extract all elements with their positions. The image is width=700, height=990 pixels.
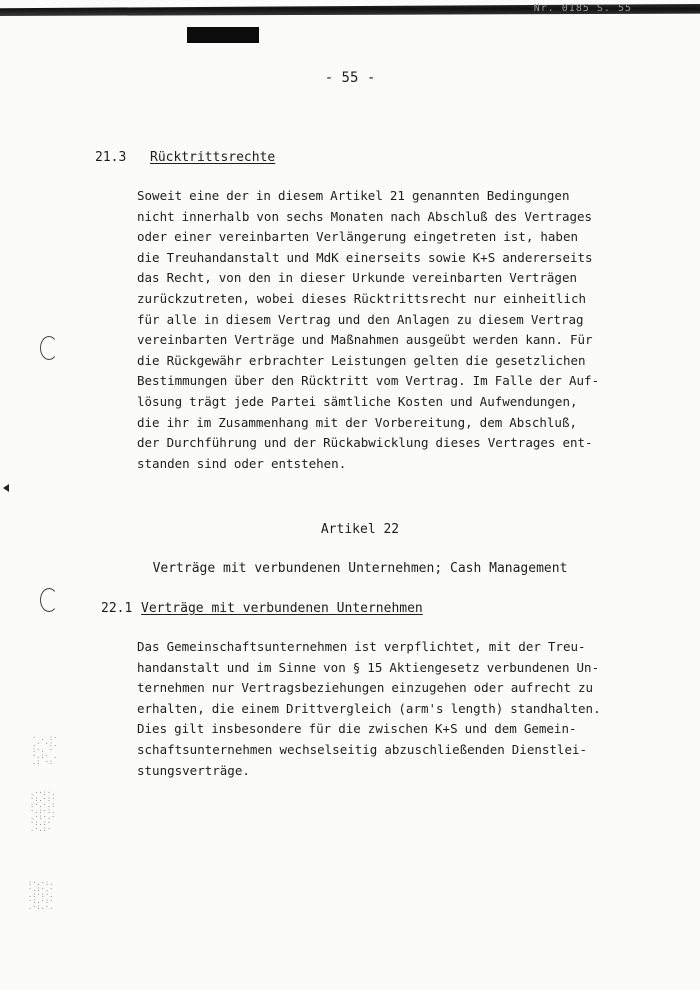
- paragraph-line: stungsverträge.: [137, 762, 250, 778]
- paragraph-line: lösung trägt jede Partei sämtliche Kosten und Aufwendungen,: [137, 393, 578, 409]
- paragraph-line: die Rückgewähr erbrachter Leistungen gelten die gesetzlichen: [137, 352, 586, 368]
- page-number: - 55 -: [324, 70, 376, 86]
- article-22-title: Artikel 22: [320, 522, 400, 537]
- paragraph-line: die Treuhandanstalt und MdK einerseits sowie K+S andererseits: [137, 249, 593, 265]
- paragraph-line: Dies gilt insbesondere für die zwischen K+S und dem Gemein-: [137, 721, 577, 737]
- paragraph-line: erhalten, die einem Drittvergleich (arm's length) standhalten.: [137, 700, 601, 716]
- article-22-subtitle: Verträge mit verbundenen Unternehmen; Cash Management: [152, 561, 568, 576]
- section-22-1-paragraph: [137, 637, 601, 781]
- paragraph-line: oder einer vereinbarten Verlängerung eingetreten ist, haben: [137, 229, 579, 245]
- punch-hole-mark: [40, 336, 58, 360]
- paragraph-line: das Recht, von den in dieser Urkunde vereinbarten Verträgen: [137, 270, 578, 286]
- scan-noise: · . :· .· ·:. :·. · ·.:· . .: ·:: [32, 734, 58, 766]
- section-21-3-heading: Rücktrittsrechte: [150, 150, 276, 165]
- paragraph-line: zurückzutreten, wobei dieses Rücktrittsrecht nur einheitlich: [137, 290, 587, 306]
- paragraph-line: schaftsunternehmen wechselseitig abzuschließenden Dienstlei-: [137, 741, 588, 757]
- paragraph-line: vereinbarten Verträge und Maßnahmen ausgeübt werden kann. Für: [137, 332, 593, 348]
- paragraph-line: die ihr im Zusammenhang mit der Vorbereitung, dem Abschluß,: [137, 414, 578, 430]
- paragraph-line: Bestimmungen über den Rücktritt vom Vertrag. Im Falle der Auf-: [137, 373, 600, 389]
- redaction-box: [187, 27, 259, 43]
- punch-hole-mark: [40, 588, 58, 612]
- section-21-3-number: 21.3: [95, 150, 127, 165]
- scan-noise: :·.·:. ·.:·.· .:·:·. ·:.·:· .·:.·.: [28, 879, 54, 911]
- paragraph-line: Soweit eine der in diesem Artikel 21 genannten Bedingungen: [137, 188, 570, 203]
- section-21-3-paragraph: [137, 186, 599, 474]
- paragraph-line: handanstalt und im Sinne von § 15 Aktiengesetz verbundenen Un-: [137, 659, 600, 675]
- paragraph-line: ternehmen nur Vertragsbeziehungen einzugehen oder aufrecht zu: [137, 680, 594, 696]
- top-stamp: Nr. 0185 S. 55: [533, 3, 632, 14]
- paragraph-line: der Durchführung und der Rückabwicklung dieses Vertrages ent-: [137, 435, 593, 451]
- section-22-1-heading: Verträge mit verbundenen Unternehmen: [141, 601, 423, 616]
- section-22-1-number: 22.1: [101, 601, 133, 616]
- paragraph-line: standen sind oder entstehen.: [137, 455, 347, 471]
- margin-arrow-icon: [3, 484, 9, 492]
- paragraph-line: nicht innerhalb von sechs Monaten nach Abschluß des Vertrages: [137, 208, 593, 224]
- paragraph-line: Das Gemeinschaftsunternehmen ist verpflichtet, mit der Treu-: [137, 639, 586, 654]
- scan-noise: .··:·. ·:.·:· :·.·.: ·.:·:. .·:·.· ·:.:· .·.:·: [30, 789, 56, 833]
- paragraph-line: für alle in diesem Vertrag und den Anlagen zu diesem Vertrag: [137, 311, 584, 327]
